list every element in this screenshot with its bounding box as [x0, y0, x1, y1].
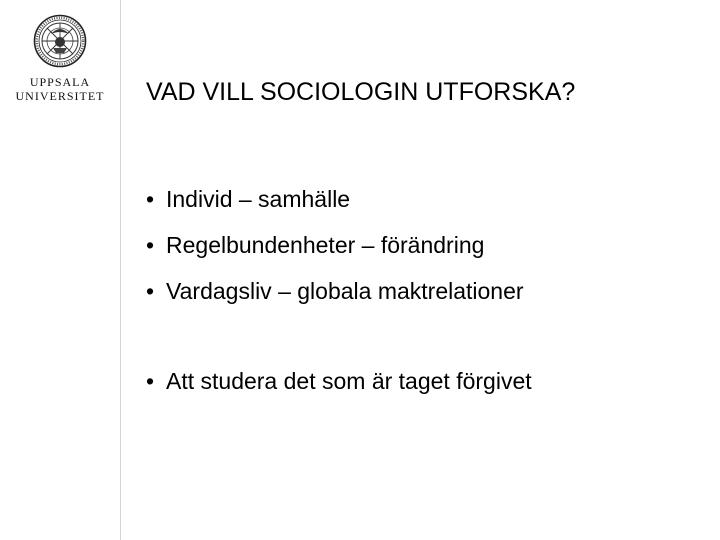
bullet-dot: • — [146, 368, 155, 394]
logo-text-uppsala: UPPSALA — [29, 75, 91, 89]
university-seal-icon — [33, 14, 87, 68]
bullet-item — [146, 231, 484, 259]
sidebar-divider — [120, 0, 121, 540]
bullet-item — [146, 367, 532, 395]
logo-text-universitet: UNIVERSITET — [15, 89, 105, 103]
logo-sidebar — [0, 0, 120, 540]
bullet-dot: • — [146, 232, 155, 258]
bullet-text: Individ – samhälle — [166, 186, 351, 212]
bullet-text: Att studera det som är taget förgivet — [166, 368, 532, 394]
bullet-dot: • — [146, 278, 155, 304]
bullet-text: Regelbundenheter – förändring — [166, 232, 485, 258]
bullet-text: Vardagsliv – globala maktrelationer — [166, 278, 524, 304]
bullet-dot: • — [146, 186, 155, 212]
bullet-item — [146, 185, 350, 213]
bullet-item — [146, 277, 524, 305]
slide-title: VAD VILL SOCIOLOGIN UTFORSKA? — [146, 78, 576, 106]
